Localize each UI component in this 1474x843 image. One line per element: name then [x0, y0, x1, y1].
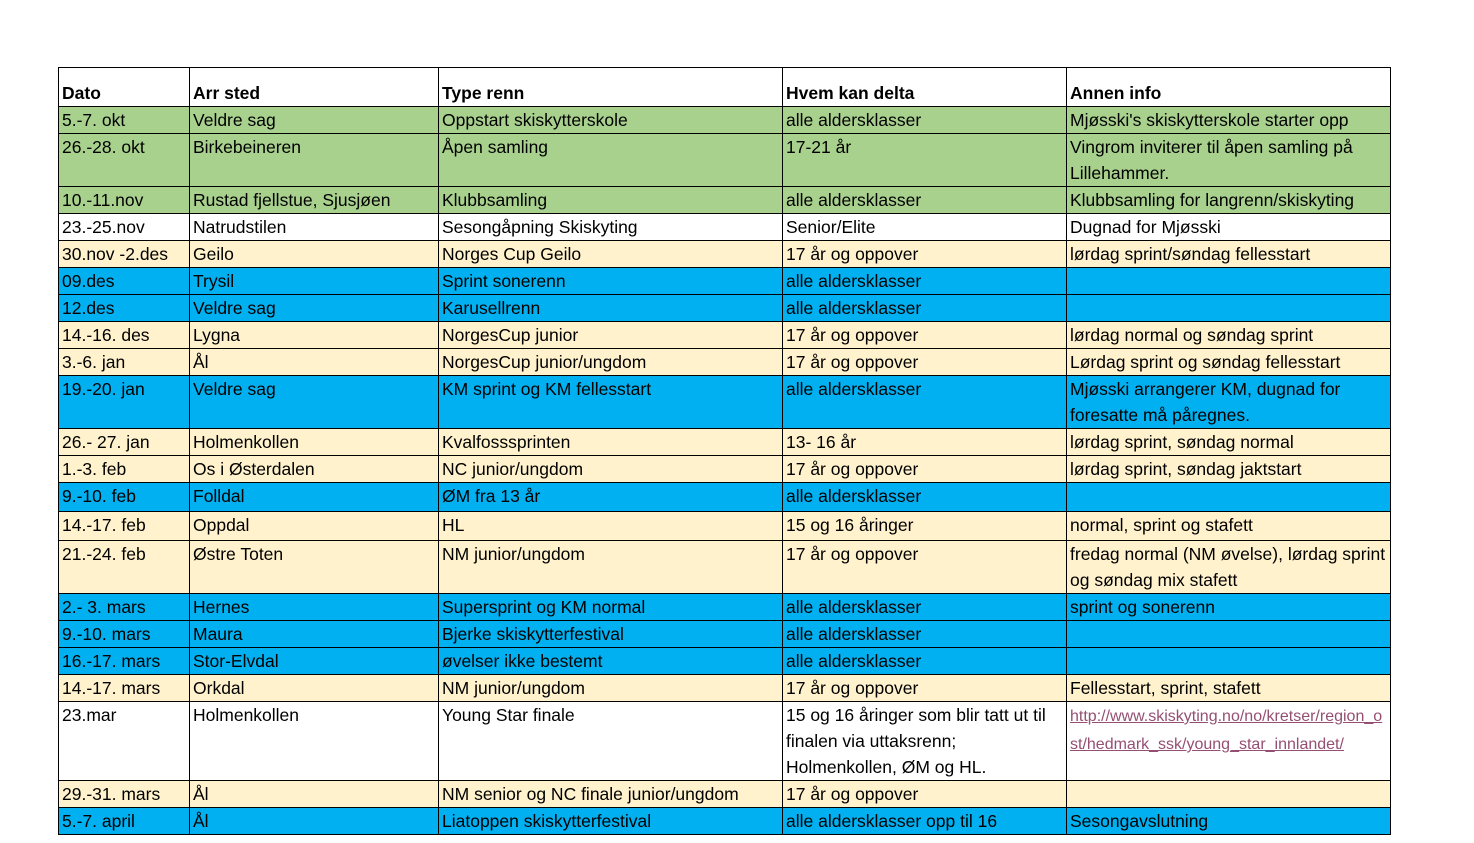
- cell-hvem-kan-delta: 17 år og oppover: [783, 349, 1067, 376]
- cell-annen-info: lørdag sprint, søndag jaktstart: [1067, 456, 1391, 483]
- cell-arr-sted: Holmenkollen: [190, 702, 439, 781]
- cell-dato: 19.-20. jan: [59, 376, 190, 429]
- cell-hvem-kan-delta: 17 år og oppover: [783, 541, 1067, 594]
- cell-annen-info: Klubbsamling for langrenn/skiskyting: [1067, 187, 1391, 214]
- cell-arr-sted: Veldre sag: [190, 295, 439, 322]
- table-row: [59, 675, 1391, 702]
- cell-arr-sted: Oppdal: [190, 512, 439, 541]
- cell-dato: 23.mar: [59, 702, 190, 781]
- table-row: [59, 541, 1391, 594]
- cell-dato: 3.-6. jan: [59, 349, 190, 376]
- cell-type-renn: Sprint sonerenn: [439, 268, 783, 295]
- table-row: [59, 483, 1391, 512]
- cell-hvem-kan-delta: 13- 16 år: [783, 429, 1067, 456]
- table-row: [59, 594, 1391, 621]
- header-type-renn: Type renn: [439, 68, 783, 107]
- cell-hvem-kan-delta: alle aldersklasser: [783, 268, 1067, 295]
- header-hvem-kan-delta: Hvem kan delta: [783, 68, 1067, 107]
- cell-arr-sted: Veldre sag: [190, 376, 439, 429]
- cell-dato: 16.-17. mars: [59, 648, 190, 675]
- cell-annen-info: Sesongavslutning: [1067, 808, 1391, 835]
- cell-annen-info: [1067, 702, 1391, 781]
- cell-arr-sted: Natrudstilen: [190, 214, 439, 241]
- cell-type-renn: Norges Cup Geilo: [439, 241, 783, 268]
- cell-hvem-kan-delta: alle aldersklasser: [783, 483, 1067, 512]
- cell-hvem-kan-delta: 17 år og oppover: [783, 675, 1067, 702]
- cell-type-renn: HL: [439, 512, 783, 541]
- cell-type-renn: Oppstart skiskytterskole: [439, 107, 783, 134]
- header-arr-sted: Arr sted: [190, 68, 439, 107]
- cell-dato: 23.-25.nov: [59, 214, 190, 241]
- cell-annen-info: Lørdag sprint og søndag fellesstart: [1067, 349, 1391, 376]
- cell-dato: 1.-3. feb: [59, 456, 190, 483]
- cell-type-renn: Kvalfosssprinten: [439, 429, 783, 456]
- cell-arr-sted: Veldre sag: [190, 107, 439, 134]
- table-row: [59, 781, 1391, 808]
- cell-annen-info: sprint og sonerenn: [1067, 594, 1391, 621]
- cell-hvem-kan-delta: alle aldersklasser: [783, 376, 1067, 429]
- cell-type-renn: Karusellrenn: [439, 295, 783, 322]
- cell-hvem-kan-delta: 17 år og oppover: [783, 456, 1067, 483]
- cell-dato: 5.-7. april: [59, 808, 190, 835]
- cell-arr-sted: Maura: [190, 621, 439, 648]
- table-row: [59, 134, 1391, 187]
- cell-type-renn: øvelser ikke bestemt: [439, 648, 783, 675]
- cell-annen-info: [1067, 268, 1391, 295]
- cell-hvem-kan-delta: alle aldersklasser: [783, 594, 1067, 621]
- cell-annen-info: [1067, 621, 1391, 648]
- cell-annen-info: fredag normal (NM øvelse), lørdag sprint og søndag mix stafett: [1067, 541, 1391, 594]
- cell-annen-info: Vingrom inviterer til åpen samling på Lillehammer.: [1067, 134, 1391, 187]
- cell-dato: 9.-10. mars: [59, 621, 190, 648]
- table-row: [59, 621, 1391, 648]
- cell-type-renn: Sesongåpning Skiskyting: [439, 214, 783, 241]
- cell-arr-sted: Hernes: [190, 594, 439, 621]
- cell-dato: 30.nov -2.des: [59, 241, 190, 268]
- table-row: [59, 648, 1391, 675]
- table-row: [59, 187, 1391, 214]
- cell-arr-sted: Os i Østerdalen: [190, 456, 439, 483]
- cell-dato: 12.des: [59, 295, 190, 322]
- cell-annen-info: [1067, 483, 1391, 512]
- cell-dato: 5.-7. okt: [59, 107, 190, 134]
- cell-arr-sted: Geilo: [190, 241, 439, 268]
- cell-annen-info: lørdag normal og søndag sprint: [1067, 322, 1391, 349]
- cell-dato: 09.des: [59, 268, 190, 295]
- cell-annen-info: lørdag sprint/søndag fellesstart: [1067, 241, 1391, 268]
- cell-type-renn: Supersprint og KM normal: [439, 594, 783, 621]
- cell-hvem-kan-delta: alle aldersklasser: [783, 621, 1067, 648]
- table-row: [59, 512, 1391, 541]
- cell-annen-info: [1067, 781, 1391, 808]
- cell-type-renn: Åpen samling: [439, 134, 783, 187]
- header-row: [59, 68, 1391, 107]
- table-row: [59, 429, 1391, 456]
- cell-dato: 14.-16. des: [59, 322, 190, 349]
- table-row: [59, 241, 1391, 268]
- cell-annen-info: Fellesstart, sprint, stafett: [1067, 675, 1391, 702]
- cell-hvem-kan-delta: 17 år og oppover: [783, 781, 1067, 808]
- cell-dato: 26.-28. okt: [59, 134, 190, 187]
- cell-hvem-kan-delta: 15 og 16 åringer som blir tatt ut til finalen via uttaksrenn; Holmenkollen, ØM og HL.: [783, 702, 1067, 781]
- cell-dato: 29.-31. mars: [59, 781, 190, 808]
- cell-annen-info: normal, sprint og stafett: [1067, 512, 1391, 541]
- cell-dato: 14.-17. feb: [59, 512, 190, 541]
- cell-hvem-kan-delta: alle aldersklasser: [783, 107, 1067, 134]
- cell-hvem-kan-delta: 17-21 år: [783, 134, 1067, 187]
- cell-arr-sted: Lygna: [190, 322, 439, 349]
- cell-annen-info: Mjøsski arrangerer KM, dugnad for foresatte må påregnes.: [1067, 376, 1391, 429]
- cell-arr-sted: Ål: [190, 349, 439, 376]
- table-row: [59, 214, 1391, 241]
- cell-dato: 14.-17. mars: [59, 675, 190, 702]
- cell-annen-info: Dugnad for Mjøsski: [1067, 214, 1391, 241]
- table-row: [59, 456, 1391, 483]
- cell-dato: 21.-24. feb: [59, 541, 190, 594]
- cell-type-renn: NM junior/ungdom: [439, 675, 783, 702]
- cell-hvem-kan-delta: alle aldersklasser opp til 16: [783, 808, 1067, 835]
- cell-dato: 26.- 27. jan: [59, 429, 190, 456]
- cell-arr-sted: Ål: [190, 808, 439, 835]
- table-row: [59, 268, 1391, 295]
- cell-hvem-kan-delta: 17 år og oppover: [783, 322, 1067, 349]
- cell-dato: 9.-10. feb: [59, 483, 190, 512]
- cell-annen-info: lørdag sprint, søndag normal: [1067, 429, 1391, 456]
- cell-annen-info: Mjøsski's skiskytterskole starter opp: [1067, 107, 1391, 134]
- table-row: [59, 295, 1391, 322]
- cell-type-renn: Bjerke skiskytterfestival: [439, 621, 783, 648]
- cell-annen-info: [1067, 295, 1391, 322]
- cell-arr-sted: Østre Toten: [190, 541, 439, 594]
- cell-type-renn: Young Star finale: [439, 702, 783, 781]
- table-row: [59, 107, 1391, 134]
- cell-hvem-kan-delta: Senior/Elite: [783, 214, 1067, 241]
- table-body: [59, 107, 1391, 835]
- table-row: [59, 349, 1391, 376]
- table-row: [59, 376, 1391, 429]
- cell-type-renn: NorgesCup junior: [439, 322, 783, 349]
- cell-type-renn: NC junior/ungdom: [439, 456, 783, 483]
- cell-hvem-kan-delta: 15 og 16 åringer: [783, 512, 1067, 541]
- header-dato: Dato: [59, 68, 190, 107]
- header-annen-info: Annen info: [1067, 68, 1391, 107]
- cell-arr-sted: Holmenkollen: [190, 429, 439, 456]
- cell-arr-sted: Orkdal: [190, 675, 439, 702]
- cell-type-renn: Klubbsamling: [439, 187, 783, 214]
- cell-arr-sted: Birkebeineren: [190, 134, 439, 187]
- cell-arr-sted: Ål: [190, 781, 439, 808]
- cell-type-renn: Liatoppen skiskytterfestival: [439, 808, 783, 835]
- cell-type-renn: KM sprint og KM fellesstart: [439, 376, 783, 429]
- cell-hvem-kan-delta: alle aldersklasser: [783, 295, 1067, 322]
- cell-type-renn: ØM fra 13 år: [439, 483, 783, 512]
- cell-arr-sted: Stor-Elvdal: [190, 648, 439, 675]
- cell-type-renn: NM junior/ungdom: [439, 541, 783, 594]
- cell-arr-sted: Rustad fjellstue, Sjusjøen: [190, 187, 439, 214]
- cell-arr-sted: Trysil: [190, 268, 439, 295]
- table-row: [59, 808, 1391, 835]
- schedule-table: [58, 67, 1391, 835]
- cell-hvem-kan-delta: 17 år og oppover: [783, 241, 1067, 268]
- table-row: [59, 702, 1391, 781]
- table-row: [59, 322, 1391, 349]
- cell-hvem-kan-delta: alle aldersklasser: [783, 187, 1067, 214]
- cell-dato: 10.-11.nov: [59, 187, 190, 214]
- cell-annen-info: [1067, 648, 1391, 675]
- young-star-link[interactable]: http://www.skiskyting.no/no/kretser/region_ost/hedmark_ssk/young_star_innlandet/: [1070, 708, 1383, 753]
- cell-hvem-kan-delta: alle aldersklasser: [783, 648, 1067, 675]
- cell-arr-sted: Folldal: [190, 483, 439, 512]
- cell-type-renn: NM senior og NC finale junior/ungdom: [439, 781, 783, 808]
- cell-dato: 2.- 3. mars: [59, 594, 190, 621]
- cell-type-renn: NorgesCup junior/ungdom: [439, 349, 783, 376]
